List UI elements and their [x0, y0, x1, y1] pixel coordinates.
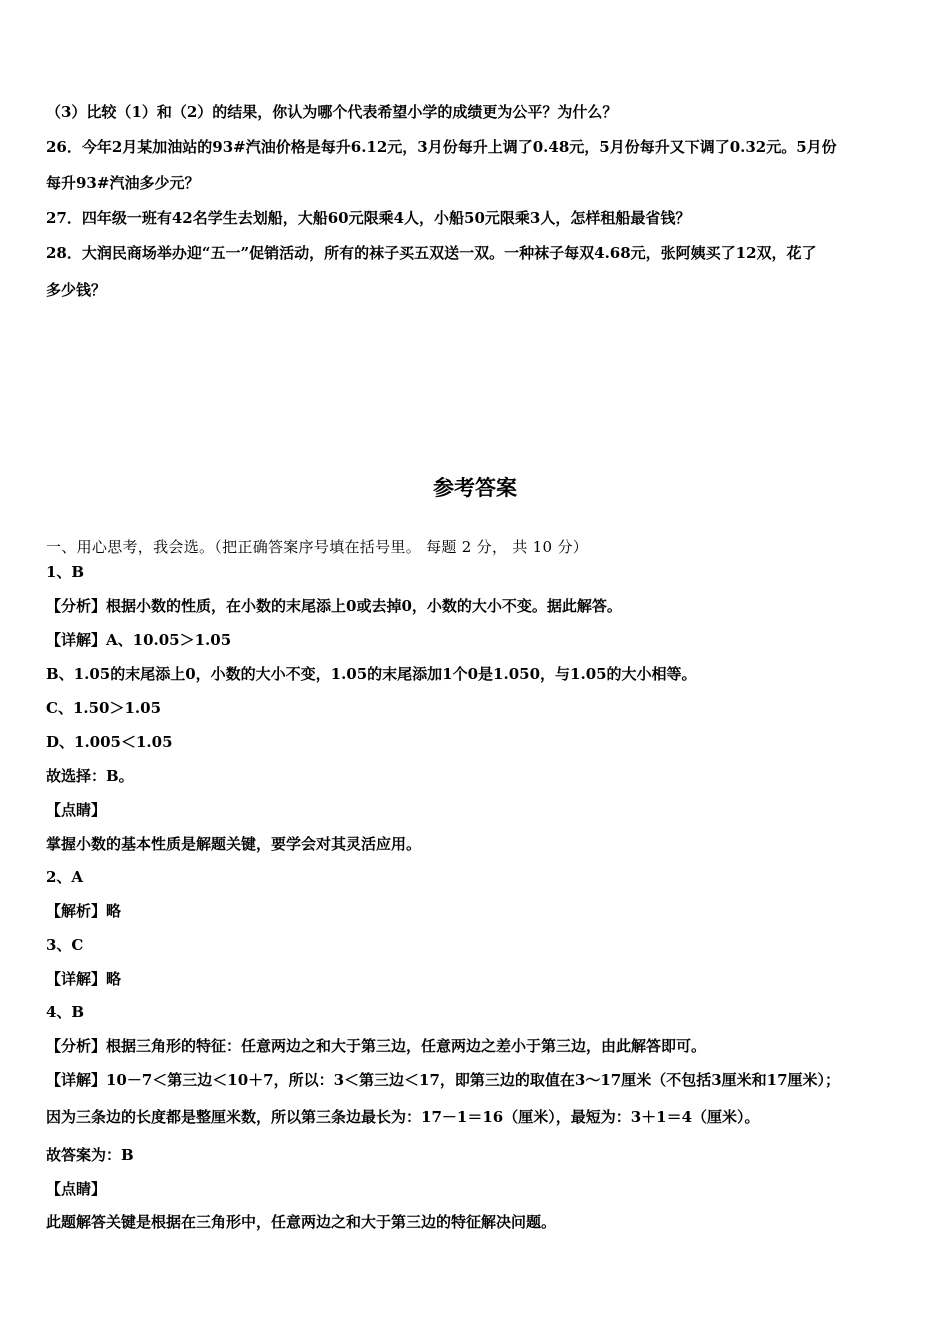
answers-title: 参考答案 — [433, 476, 517, 500]
answer-2-analysis: 【解析】略 — [46, 902, 122, 920]
question-26-line-1: 26．今年2月某加油站的93#汽油价格是每升6.12元，3月份每升上调了0.48元，5月份每升又下调了0.32元。5月份 — [46, 138, 837, 156]
question-26-line-2: 每升93#汽油多少元？ — [46, 174, 200, 192]
answer-3-detail: 【详解】略 — [46, 970, 122, 988]
answer-4-tip-label: 【点睛】 — [46, 1180, 107, 1198]
answer-3: 3、C — [46, 936, 84, 954]
answer-1-option-d: D、1.005＜1.05 — [46, 733, 173, 751]
answer-1-choice: 故选择：B。 — [46, 767, 134, 785]
section-1-heading: 一、用心思考，我会选。（把正确答案序号填在括号里。 每题 2 分， 共 10 分） — [46, 538, 589, 556]
answer-1-tip-label: 【点睛】 — [46, 801, 107, 819]
question-25-part-3: （3）比较（1）和（2）的结果，你认为哪个代表希望小学的成绩更为公平？为什么？ — [46, 103, 618, 121]
answer-4-tip: 此题解答关键是根据在三角形中，任意两边之和大于第三边的特征解决问题。 — [46, 1213, 557, 1231]
answer-4-detail-line-1: 【详解】10－7＜第三边＜10＋7，所以：3＜第三边＜17，即第三边的取值在3～17厘米（不包括3厘米和17厘米）； — [46, 1071, 841, 1089]
answer-1-option-c: C、1.50＞1.05 — [46, 699, 162, 717]
answer-2: 2、A — [46, 868, 84, 886]
answer-1-tip: 掌握小数的基本性质是解题关键，要学会对其灵活应用。 — [46, 835, 422, 853]
answer-1-analysis: 【分析】根据小数的性质，在小数的末尾添上0或去掉0，小数的大小不变。据此解答。 — [46, 597, 622, 615]
answer-1-detail: 【详解】A、10.05＞1.05 — [46, 631, 232, 649]
answer-4-analysis: 【分析】根据三角形的特征：任意两边之和大于第三边，任意两边之差小于第三边，由此解答即可。 — [46, 1037, 707, 1055]
question-28-line-2: 多少钱？ — [46, 281, 107, 299]
answer-4-detail-line-2: 因为三条边的长度都是整厘米数，所以第三条边最长为：17－1＝16（厘米），最短为：3＋1＝4（厘米）。 — [46, 1108, 760, 1126]
answer-1: 1、B — [46, 563, 85, 581]
answer-4-answer: 故答案为：B — [46, 1146, 134, 1164]
question-28-line-1: 28．大润民商场举办迎“五一”促销活动，所有的袜子买五双送一双。一种袜子每双4.68元，张阿姨买了12双，花了 — [46, 244, 817, 262]
answer-1-option-b: B、1.05的末尾添上0，小数的大小不变，1.05的末尾添加1个0是1.050，与1.05的大小相等。 — [46, 665, 697, 683]
question-27: 27．四年级一班有42名学生去划船，大船60元限乘4人，小船50元限乘3人，怎样租船最省钱？ — [46, 209, 691, 227]
answer-4: 4、B — [46, 1003, 85, 1021]
